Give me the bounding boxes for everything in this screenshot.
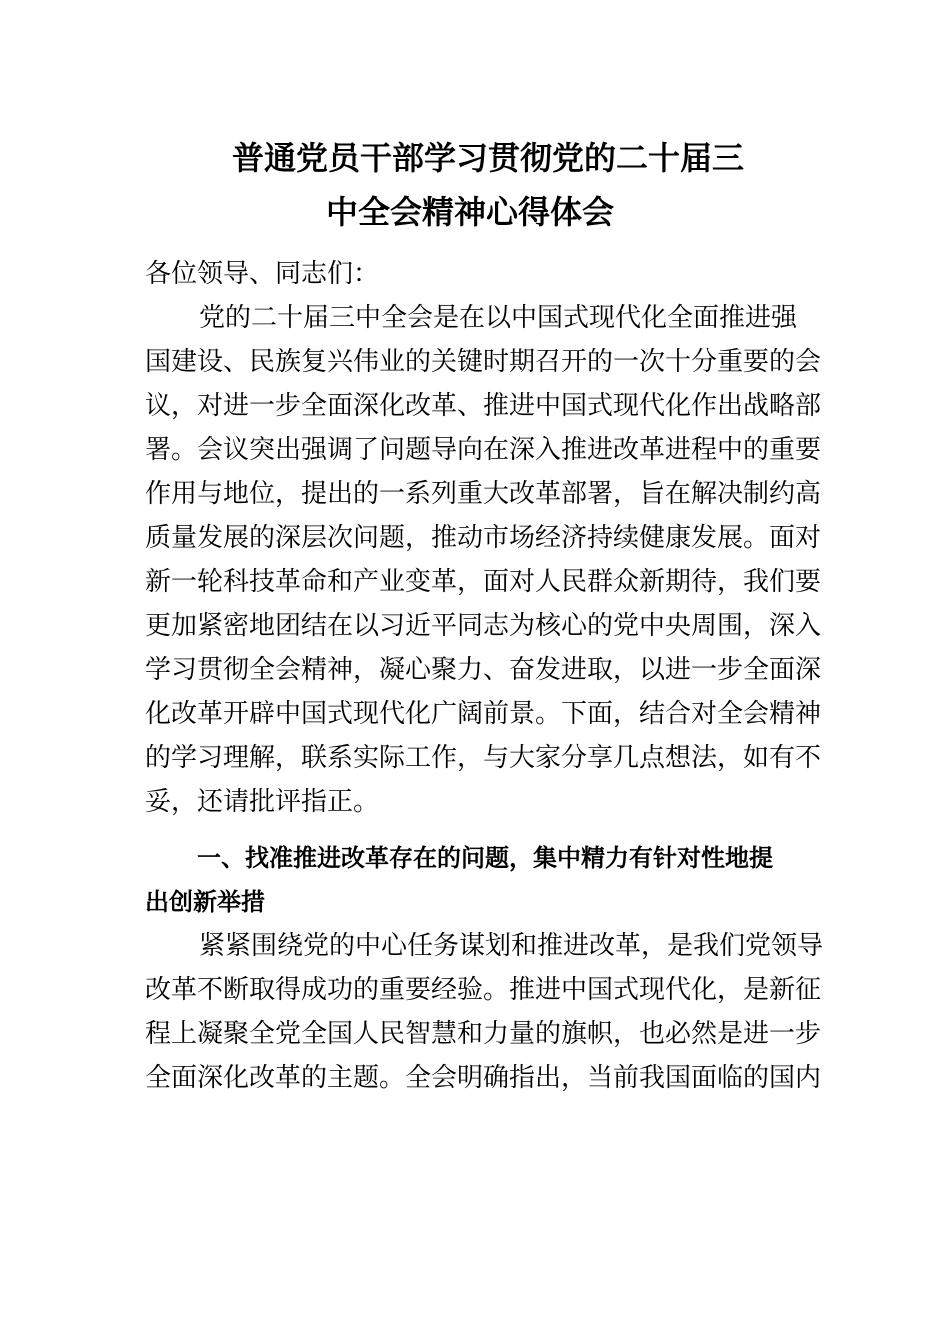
paragraph-1-line-2: 国建设、民族复兴伟业的关键时期召开的一次十分重要的会 xyxy=(145,347,822,377)
section-heading-1-line-1: 一、找准推进改革存在的问题，集中精力有针对性地提 xyxy=(197,844,773,872)
paragraph-1-line-11: 的学习理解，联系实际工作，与大家分享几点想法，如有不 xyxy=(145,743,822,773)
paragraph-1-line-5: 作用与地位，提出的一系列重大改革部署，旨在解决制约高 xyxy=(145,479,822,509)
paragraph-2-line-1: 紧紧围绕党的中心任务谋划和推进改革，是我们党领导 xyxy=(199,931,824,961)
paragraph-1-line-6: 质量发展的深层次问题，推动市场经济持续健康发展。面对 xyxy=(145,523,822,553)
salutation: 各位领导、同志们： xyxy=(145,259,380,289)
paragraph-1-line-4: 署。会议突出强调了问题导向在深入推进改革进程中的重要 xyxy=(145,435,822,465)
paragraph-2-line-2: 改革不断取得成功的重要经验。推进中国式现代化，是新征 xyxy=(145,975,822,1005)
document-title-line-2: 中全会精神心得体会 xyxy=(326,193,615,231)
paragraph-1-line-7: 新一轮科技革命和产业变革，面对人民群众新期待，我们要 xyxy=(145,567,822,597)
paragraph-1-line-9: 学习贯彻全会精神，凝心聚力、奋发进取，以进一步全面深 xyxy=(145,655,822,685)
section-heading-1-line-2: 出创新举措 xyxy=(145,888,265,916)
paragraph-2-line-4: 全面深化改革的主题。全会明确指出，当前我国面临的国内 xyxy=(145,1063,822,1093)
paragraph-1-line-12: 妥，还请批评指正。 xyxy=(145,787,380,817)
paragraph-1-line-10: 化改革开辟中国式现代化广阔前景。下面，结合对全会精神 xyxy=(145,699,822,729)
document-title-line-1: 普通党员干部学习贯彻党的二十届三 xyxy=(232,139,745,177)
paragraph-1-line-1: 党的二十届三中全会是在以中国式现代化全面推进强 xyxy=(199,303,798,333)
paragraph-2-line-3: 程上凝聚全党全国人民智慧和力量的旗帜，也必然是进一步 xyxy=(145,1019,822,1049)
paragraph-1-line-8: 更加紧密地团结在以习近平同志为核心的党中央周围，深入 xyxy=(145,611,822,641)
paragraph-1-line-3: 议，对进一步全面深化改革、推进中国式现代化作出战略部 xyxy=(145,391,822,421)
